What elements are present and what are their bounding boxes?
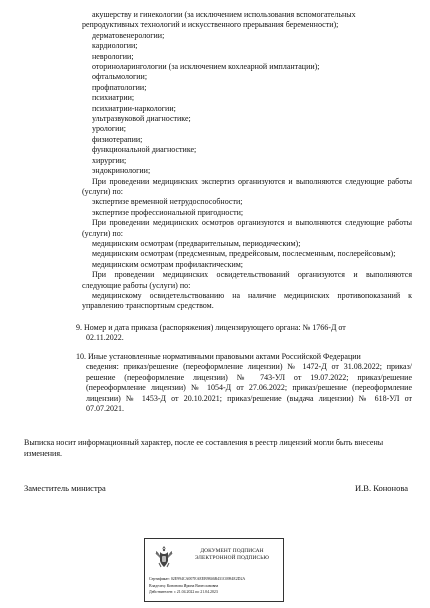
- activity-line: репродуктивных технологий и искусственного прерывания беременности);: [82, 20, 339, 30]
- exams-intro: При проведении медицинских осмотров организуются и выполняются следующие работы (услуги) по:: [82, 218, 412, 238]
- disclaimer-note: Выписка носит информационный характер, после ее составления в реестр лицензий могли быть внесены изменения.: [24, 438, 384, 458]
- activity-line: акушерству и гинекологии (за исключением использования вспомогательных: [92, 10, 356, 19]
- signer-position: Заместитель министра: [24, 483, 106, 493]
- activity-line: физиотерапии;: [92, 134, 143, 144]
- activity-line: ультразвуковой диагностике;: [92, 114, 191, 124]
- certification-item: медицинскому освидетельствованию на наличие медицинских противопоказаний к управлению транспортным средством.: [82, 290, 412, 311]
- activity-line: оториноларингологии (за исключением кохлеарной имплантации);: [92, 62, 320, 72]
- coat-of-arms-icon: [153, 544, 175, 570]
- signer-name: И.В. Кононова: [355, 483, 408, 493]
- activity-line: психиатрии-наркологии;: [92, 103, 176, 113]
- order-number-item: [76, 323, 412, 344]
- exams-item: медицинским осмотрам профилактическим;: [92, 259, 244, 269]
- stamp-validity: Действителен: с 21.04.2022 по 21.04.2023: [149, 590, 218, 594]
- stamp-title: ДОКУМЕНТ ПОДПИСАН ЭЛЕКТРОННОЙ ПОДПИСЬЮ: [194, 548, 270, 561]
- activity-line: психиатрии;: [92, 93, 135, 103]
- expertise-item: экспертизе временной нетрудоспособности;: [92, 197, 243, 207]
- stamp-owner: Владелец: Кононова Ирина Вячеславовна: [149, 583, 219, 588]
- stamp-certificate: Сертификат: 02E994CA007EAEEB9846B431C6984E2D2A: [149, 577, 246, 581]
- stamp-details: [149, 576, 283, 596]
- activity-line: офтальмологии;: [92, 72, 148, 82]
- activity-line: кардиологии;: [92, 41, 138, 51]
- activity-line: эндокринологии;: [92, 166, 151, 176]
- activity-line: неврологии;: [92, 51, 134, 61]
- other-info-item: [76, 352, 412, 414]
- order-number-line: 9. Номер и дата приказа (распоряжения) лицензирующего органа: № 1766-Д от: [76, 323, 346, 332]
- exams-item: медицинским осмотрам (предсменным, предрейсовым, послесменным, послерейсовым);: [92, 249, 396, 259]
- activity-line: дерматовенерологии;: [92, 30, 165, 40]
- exams-item: медицинским осмотрам (предварительным, периодическим);: [92, 238, 301, 248]
- expertise-intro: При проведении медицинских экспертиз организуются и выполняются следующие работы (услуги) по:: [82, 176, 412, 196]
- certification-intro: При проведении медицинских освидетельствований организуются и выполняются следующие работы (услуги) по:: [82, 270, 412, 290]
- expertise-item: экспертизе профессиональной пригодности;: [92, 207, 244, 217]
- other-info-heading: 10. Иные установленные нормативными правовыми актами Российской Федерации: [76, 352, 361, 361]
- electronic-signature-stamp: [144, 538, 284, 602]
- activities-block: [82, 10, 412, 312]
- activity-line: профпатологии;: [92, 82, 147, 92]
- other-info-text: сведения: приказ/решение (переоформление лицензии) № 1472-Д от 31.08.2022; приказ/решение (переоформление лицензии) № 743-УЛ от 19.07.2022; приказ/решение (переоформление лицензии) № 1054-Д от 27.06.2022; приказ/решение (переоформление лицензии) № 1453-Д от 20.10.2021; приказ/решение (выдача лицензии) № 618-УЛ от 07.07.2021.: [86, 362, 412, 414]
- order-number-date: 02.11.2022.: [86, 333, 124, 343]
- activity-line: урологии;: [92, 124, 126, 134]
- activity-line: функциональной диагностике;: [92, 145, 197, 155]
- activity-line: хирургии;: [92, 155, 127, 165]
